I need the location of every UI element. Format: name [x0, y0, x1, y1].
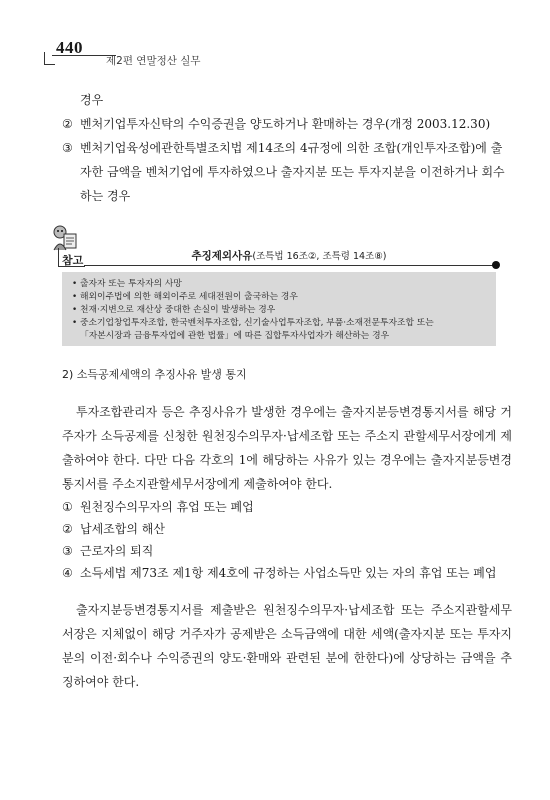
note-bullet: • 해외이주법에 의한 해외이주로 세대전원이 출국하는 경우 — [72, 292, 298, 302]
note-title — [84, 248, 494, 263]
running-head: 제2편 연말정산 실무 — [106, 55, 201, 67]
note-title-text: 추징제외사유 — [191, 250, 253, 262]
list-item-number: ① — [62, 500, 73, 514]
list-item-number: ③ — [62, 544, 73, 558]
list-continuation: 경우 — [80, 93, 104, 107]
list-item — [62, 518, 512, 540]
list-item-text: 벤처기업투자신탁의 수익증권을 양도하거나 환매하는 경우(개정 2003.12.30) — [80, 117, 491, 131]
list-item — [62, 136, 512, 208]
note-title-reference: (조특법 16조②, 조특령 14조⑧) — [252, 251, 387, 262]
list-item-number: ② — [62, 117, 73, 131]
continued-list — [62, 88, 512, 208]
note-rule-endpoint — [492, 261, 500, 269]
page-number: 440 — [56, 38, 83, 57]
list-item-text: 근로자의 퇴직 — [80, 544, 154, 558]
page-header — [44, 38, 514, 67]
list-item — [62, 562, 512, 584]
section-heading: 2) 소득공제세액의 추징사유 발생 통지 — [62, 368, 247, 381]
list-item-text: 벤처기업육성에관한특별조치법 제14조의 4규정에 의한 조합(개인투자조합)에 출자한 금액을 벤처기업에 투자하였으나 출자지분 또는 투자지분을 이전하거나 회수하는 경우 — [80, 141, 505, 203]
note-box — [62, 272, 496, 346]
list-item-number: ② — [62, 522, 73, 536]
list-item-text: 소득세법 제73조 제1항 제4호에 규정하는 사업소득만 있는 자의 휴업 또는 폐업 — [80, 566, 497, 580]
list-item-text: 납세조합의 해산 — [80, 522, 165, 536]
list-item-text: 원천징수의무자의 휴업 또는 폐업 — [80, 500, 254, 514]
list-item — [62, 496, 512, 518]
body-paragraph: 투자조합관리자 등은 추징사유가 발생한 경우에는 출자지분등변경통지서를 해당 거주자가 소득공제를 신청한 원천징수의무자·납세조합 또는 주소지 관할세무서장에게 제출하여야 한다. 다만 다음 각호의 1에 해당하는 사유가 있는 경우에는 출자지분등변경통지서를 주소지관할세무서장에게 제출하여야 한다. — [62, 405, 512, 491]
note-bullet: • 중소기업창업투자조합, 한국벤처투자조합, 신기술사업투자조합, 부품·소재전문투자조합 또는 — [72, 318, 434, 328]
cause-list — [62, 496, 512, 584]
body-paragraph: 출자지분등변경통지서를 제출받은 원천징수의무자·납세조합 또는 주소지관할세무서장은 지체없이 해당 거주자가 공제받은 소득금액에 대한 세액(출자지분 또는 투자지분의 이전·회수나 수익증권의 양도·환매와 관련된 분에 한한다)에 상당하는 금액을 추징하여야 한다. — [62, 603, 512, 689]
note-bullet: • 출자자 또는 투자자의 사망 — [72, 279, 182, 289]
note-rule — [84, 265, 494, 266]
list-item — [62, 112, 512, 136]
list-item — [62, 540, 512, 562]
note-label: 참고 — [62, 254, 84, 267]
list-item-number: ④ — [62, 566, 73, 580]
header-bracket — [44, 52, 55, 65]
list-item-number: ③ — [62, 141, 73, 155]
note-bullet-continuation: 「자본시장과 금융투자업에 관한 법률」에 따른 집합투자사업자가 해산하는 경우 — [80, 331, 390, 341]
note-bullet: • 천재·지변으로 재산상 중대한 손실이 발생하는 경우 — [72, 305, 276, 315]
